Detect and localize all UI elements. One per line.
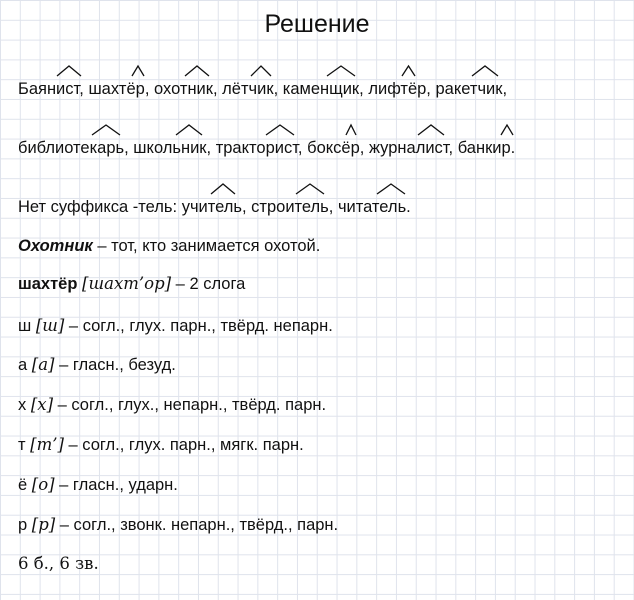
word-with-suffix-mark: [283, 78, 364, 100]
row-sound: [р]: [31, 515, 56, 534]
word-with-suffix-mark: [133, 137, 211, 159]
word-with-suffix-mark: [154, 78, 218, 100]
page-title: Решение: [264, 10, 370, 38]
line-3: [18, 196, 411, 218]
definition-text: – тот, кто занимается охотой.: [92, 237, 321, 255]
word-with-suffix-mark: [216, 137, 303, 159]
suffix-arc-icon: [210, 183, 236, 195]
word-text: школьник,: [133, 139, 212, 157]
summary: 6 б., 6 зв.: [18, 554, 99, 573]
row-description: – гласн., безуд.: [54, 356, 176, 374]
row-letter: ё: [18, 476, 32, 494]
word-text: строитель,: [251, 198, 334, 216]
suffix-arc-icon: [326, 65, 356, 77]
row-description: – согл., глух. парн., твёрд. непарн.: [64, 317, 333, 335]
word-with-suffix-mark: [251, 196, 333, 218]
word-text: Баянист,: [18, 80, 84, 98]
suffix-arc-icon: [184, 65, 210, 77]
row-sound: [ш]: [35, 316, 65, 335]
word-with-suffix-mark: [18, 78, 84, 100]
word-with-suffix-mark: [368, 78, 431, 100]
suffix-arc-icon: [401, 65, 416, 77]
word-text: каменщик,: [282, 80, 364, 98]
phonetic-row: [18, 434, 304, 456]
line-1: [18, 78, 507, 100]
row-sound: [т’]: [30, 435, 64, 454]
row-letter: а: [18, 356, 32, 374]
suffix-arc-icon: [500, 124, 514, 136]
line-2: [18, 137, 515, 159]
definition-term: Охотник: [18, 237, 93, 255]
phonetic-row: [18, 315, 333, 337]
row-sound: [а]: [31, 355, 55, 374]
word-text: учитель,: [181, 198, 247, 216]
suffix-arc-icon: [471, 65, 499, 77]
row-letter: т: [18, 436, 31, 454]
suffix-arc-icon: [376, 183, 406, 195]
suffix-arc-icon: [265, 124, 295, 136]
row-description: – гласн., ударн.: [54, 476, 178, 494]
word-text: журналист,: [368, 139, 454, 157]
suffix-arc-icon: [250, 65, 272, 77]
word-text: лётчик,: [222, 80, 279, 98]
row-sound: [х]: [30, 395, 54, 414]
analysis-transcription: [шахт’ор]: [82, 274, 172, 293]
word-text: ракетчик,: [435, 80, 508, 98]
suffix-arc-icon: [295, 183, 325, 195]
word-text: лифтёр,: [368, 80, 431, 98]
phonetic-row: [18, 354, 176, 376]
analysis-header: [18, 273, 245, 295]
row-letter: ш: [18, 317, 36, 335]
word-text: шахтёр,: [88, 80, 150, 98]
line-3-prefix: Нет суффикса -тель:: [18, 198, 178, 216]
word-with-suffix-mark: [338, 196, 411, 218]
word-with-suffix-mark: [222, 78, 278, 100]
row-sound: [о]: [31, 475, 55, 494]
row-letter: х: [18, 396, 31, 414]
phonetic-row: [18, 394, 326, 416]
suffix-arc-icon: [91, 124, 121, 136]
word-text: читатель.: [337, 198, 411, 216]
analysis-rest: – 2 слога: [171, 275, 246, 293]
row-description: – согл., глух. парн., мягк. парн.: [63, 436, 304, 454]
word-text: банкир.: [457, 139, 516, 157]
word-text: охотник,: [154, 80, 218, 98]
suffix-arc-icon: [345, 124, 357, 136]
phonetic-row: [18, 514, 338, 536]
row-letter: р: [18, 516, 32, 534]
suffix-arc-icon: [175, 124, 203, 136]
word-text: боксёр,: [307, 139, 365, 157]
row-description: – согл., звонк. непарн., твёрд., парн.: [55, 516, 339, 534]
definition: [18, 235, 320, 257]
word-with-suffix-mark: [307, 137, 364, 159]
word-with-suffix-mark: [436, 78, 508, 100]
suffix-arc-icon: [56, 65, 82, 77]
suffix-arc-icon: [131, 65, 145, 77]
word-with-suffix-mark: [369, 137, 453, 159]
suffix-arc-icon: [417, 124, 445, 136]
row-description: – согл., глух., непарн., твёрд. парн.: [53, 396, 327, 414]
word-text: библиотекарь,: [18, 139, 129, 157]
analysis-word: шахтёр: [18, 275, 78, 293]
word-with-suffix-mark: [88, 78, 149, 100]
word-with-suffix-mark: [182, 196, 247, 218]
phonetic-row: [18, 474, 178, 496]
word-with-suffix-mark: [18, 137, 129, 159]
word-text: тракторист,: [215, 139, 303, 157]
word-with-suffix-mark: [458, 137, 516, 159]
